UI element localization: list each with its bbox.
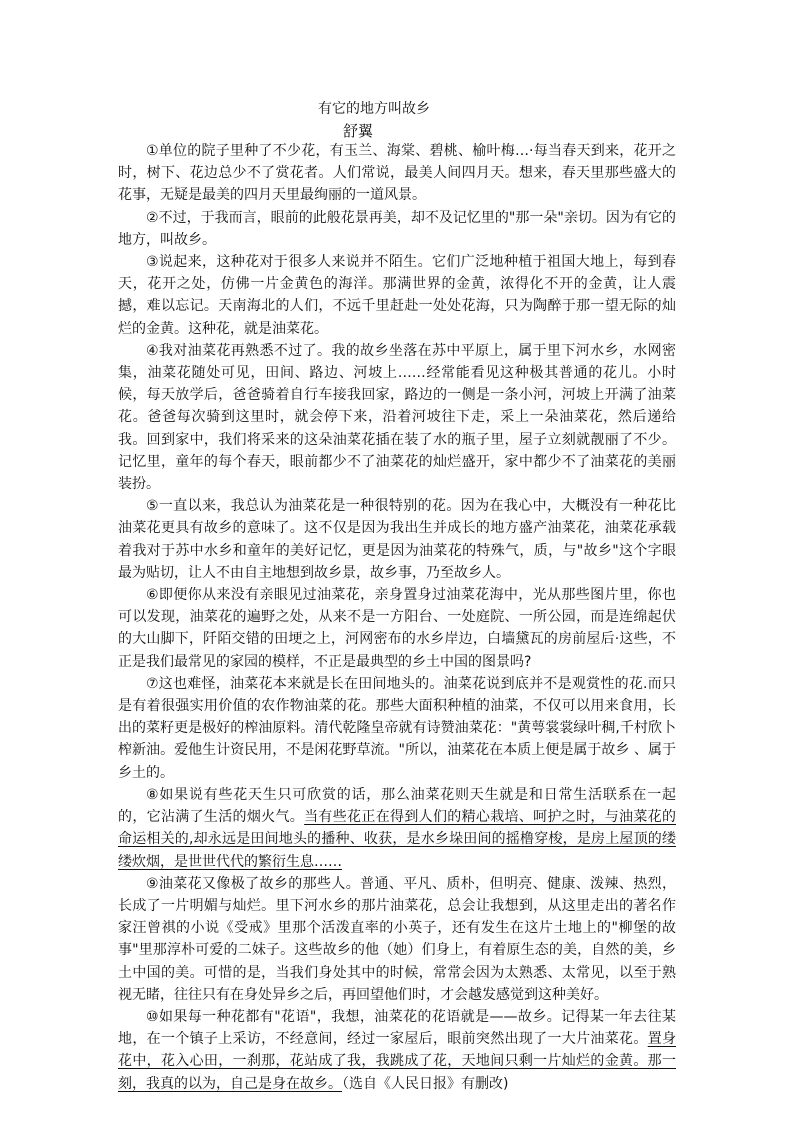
paragraph-6 — [118, 584, 676, 673]
paragraph-8-text: ⑧如果说有些花天生只可欣赏的话，那么油菜花则天生就是和日常生活联系在一起的，它沾满了生活的烟火气。 — [118, 786, 676, 826]
paragraph-4-text: ④我对油菜花再熟悉不过了。我的故乡坐落在苏中平原上，属于里下河水乡，水网密集，油菜花随处可见，田间、路边、河坡上……经常能看见这种极其普通的花儿。小时候，每天放学后，爸爸骑着自行车接我回家，路边的一侧是一条小河，河坡上开满了油菜花。爸爸每次骑到这里时，就会停下来，沿着河坡往下走，采上一朵油菜花，然后递给我。回到家中，我们将采来的这朵油菜花插在装了水的瓶子里，屋子立刻就靓丽了不少。记忆里，童年的每个春天，眼前都少不了油菜花的灿烂盛开，家中都少不了油菜花的美丽装扮。 — [118, 342, 676, 493]
paragraph-1 — [118, 140, 676, 207]
paragraph-3-text: ③说起来，这种花对于很多人来说并不陌生。它们广泛地种植于祖国大地上，每到春天，花开之处，仿佛一片金黄色的海洋。那满世界的金黄，浓得化不开的金黄，让人震撼，难以忘记。天南海北的人们，不远千里赶赴一处处花海，只为陶醉于那一望无际的灿烂的金黄。这种花，就是油菜花。 — [118, 254, 676, 337]
article-body — [118, 140, 676, 1095]
paragraph-7-text: ⑦这也难怪，油菜花本来就是长在田间地头的。油菜花说到底并不是观赏性的花.而只是有着很强实用价值的农作物油菜的花。那些大面积种植的油菜，不仅可以用来食用，长出的菜籽更是极好的榨油原料。清代乾隆皇帝就有诗赞油菜花："黄萼裳裳绿叶稠,千村欣卜榨新油。爱他生计资民用，不是闲花野草流。"所以，油菜花在本质上便是属于故乡 、属于乡土的。 — [118, 675, 676, 781]
paragraph-1-text: ①单位的院子里种了不少花，有玉兰、海棠、碧桃、榆叶梅…·每当春天到来，花开之时，树下、花边总少不了赏花者。人们常说，最美人间四月天。想来，春天里那些盛大的花事，无疑是最美的四月天里最绚丽的一道风景。 — [118, 143, 676, 204]
paragraph-5 — [118, 495, 676, 584]
paragraph-10-underlined: 置身花中，花入心田，一刹那，花站成了我，我跳成了花，天地间只剩一片灿烂的金黄。那一刻，我真的以为，自己是身在故乡。 — [118, 1031, 677, 1092]
paragraph-6-text: ⑥即便你从来没有亲眼见过油菜花，亲身置身过油菜花海中，光从那些图片里，你也可以发现，油菜花的遍野之处，从来不是一方阳台、一处庭院、一所公园，而是连绵起伏的大山脚下，阡陌交错的田埂之上，河网密布的水乡岸边，白墙黛瓦的房前屋后·这些，不正是我们最常见的家园的模样，不正是最典型的乡土中国的图景吗? — [118, 587, 676, 670]
paragraph-5-text: ⑤一直以来，我总认为油菜花是一种很特别的花。因为在我心中，大概没有一种花比油菜花更具有故乡的意味了。这不仅是因为我出生并成长的地方盛产油菜花，油菜花承载着我对于苏中水乡和童年的美好记忆，更是因为油菜花的特殊气，质，与"故乡"这个字眼最为贴切，让人不由自主地想到故乡景，故乡事，乃至故乡人。 — [118, 498, 676, 581]
article-title: 有它的地方叫故乡 — [318, 101, 430, 117]
paragraph-2-text: ②不过，于我而言，眼前的此般花景再美，却不及记忆里的"那一朵"亲切。因为有它的地方，叫故乡。 — [118, 209, 676, 248]
paragraph-2 — [118, 207, 676, 251]
paragraph-10 — [118, 1006, 676, 1095]
paragraph-9 — [118, 873, 676, 1006]
paragraph-10-source: （选自《人民日报》有删改) — [342, 1075, 509, 1092]
article-header — [318, 98, 518, 142]
paragraph-8 — [118, 784, 676, 873]
article-author: 舒翼 — [343, 122, 374, 140]
paragraph-3 — [118, 251, 676, 340]
paragraph-10-text: ⑩如果每一种花都有"花语"，我想，油菜花的花语就是——故乡。记得某一年去往某地，在一个镇子上采访，不经意间，经过一家屋后，眼前突然出现了一大片油菜花。 — [118, 1008, 676, 1048]
paragraph-4 — [118, 340, 676, 495]
paragraph-7 — [118, 673, 676, 784]
paragraph-8-underlined: 当有些花正在得到人们的精心栽培、呵护之时，与油菜花的命运相关的,却永远是田间地头的播种、收获，是水乡垛田间的摇橹穿梭，是房上屋顶的缕缕炊烟，是世世代代的繁衍生息…… — [118, 809, 677, 870]
paragraph-9-text: ⑨油菜花又像极了故乡的那些人。普通、平凡、质朴，但明亮、健康、泼辣、热烈，长成了一片明媚与灿烂。里下河水乡的那片油菜花，总会让我想到，从这里走出的著名作家汪曾祺的小说《受戒》里那个活泼直率的小英子，还有发生在这片土地上的"柳堡的故事"里那淳朴可爱的二妹子。这些故乡的他（她）们身上，有着原生态的美，自然的美，乡土中国的美。可惜的是，当我们身处其中的时候，常常会因为太熟悉、太常见，以至于熟视无睹，往往只有在身处异乡之后，再回望他们时，才会越发感觉到这种美好。 — [118, 875, 676, 1003]
